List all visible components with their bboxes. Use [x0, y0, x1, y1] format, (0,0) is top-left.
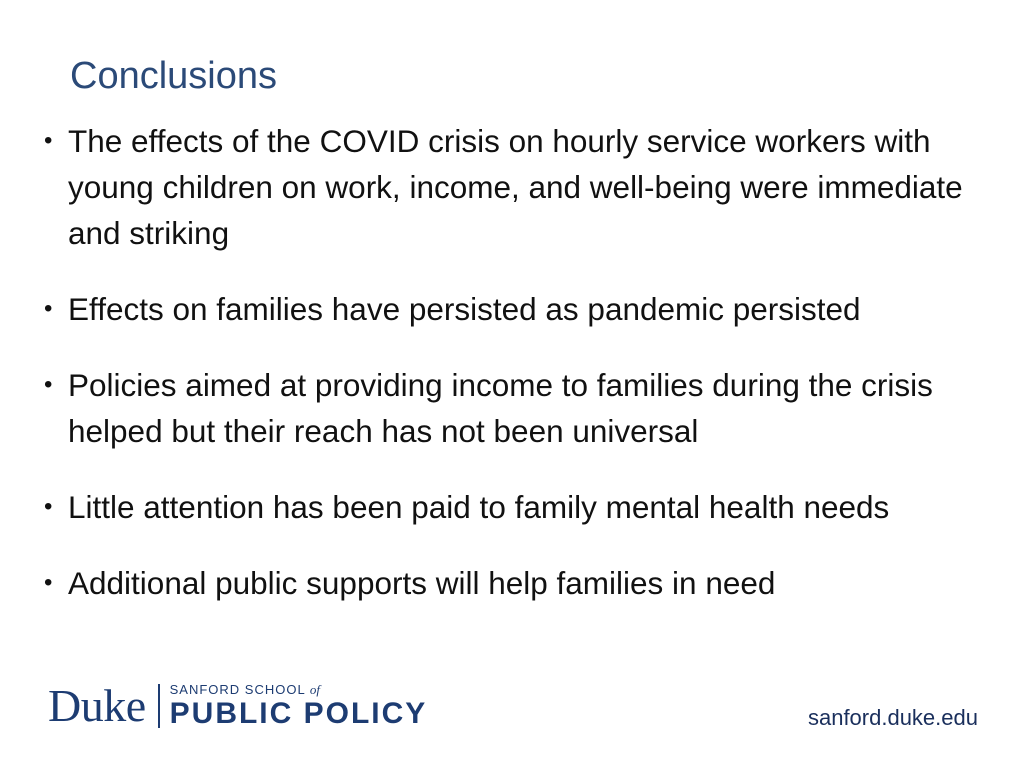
bullet-icon: •	[44, 295, 53, 322]
duke-wordmark: Duke	[48, 680, 146, 731]
bullet-text: Policies aimed at providing income to families during the crisis helped but their reach has not been universal	[68, 367, 933, 449]
bullet-item	[44, 484, 994, 530]
bullet-list	[44, 118, 994, 606]
bullet-text: Effects on families have persisted as pandemic persisted	[68, 291, 861, 327]
school-name-line1	[170, 682, 428, 698]
bullet-text: Additional public supports will help families in need	[68, 565, 776, 601]
duke-sanford-logo	[48, 680, 427, 732]
slide-title: Conclusions	[70, 55, 277, 97]
bullet-text: The effects of the COVID crisis on hourly service workers with young children on work, income, and well-being were immediate and striking	[68, 123, 963, 251]
school-name-line2: PUBLIC POLICY	[169, 697, 428, 730]
bullet-item	[44, 560, 994, 606]
school-name-sanford: SANFORD SCHOOL	[169, 682, 306, 697]
logo-divider	[158, 684, 160, 728]
bullet-icon: •	[44, 569, 53, 596]
bullet-item	[44, 362, 994, 454]
bullet-icon: •	[44, 493, 53, 520]
bullet-item	[44, 286, 994, 332]
bullet-icon: •	[44, 127, 53, 154]
footer-url: sanford.duke.edu	[807, 705, 978, 730]
bullet-text: Little attention has been paid to family mental health needs	[68, 489, 890, 525]
bullet-icon: •	[44, 371, 53, 398]
bullet-item	[44, 118, 994, 256]
school-name-of: of	[309, 682, 320, 697]
school-name-block	[170, 682, 428, 730]
